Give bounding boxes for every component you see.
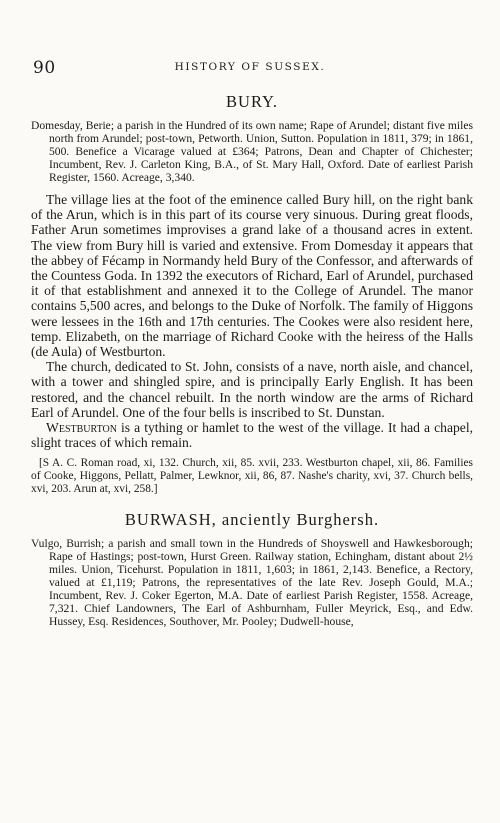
page-number: 90 xyxy=(33,58,56,78)
bury-references: [S A. C. Roman road, xi, 132. Church, xii, 85. xvii, 233. Westburton chapel, xii, 86. Families of Cooke, Higgons, Pellatt, Palmer, Lewknor, xii, 86, 87. Nashe's charity, xvi, 37. Church bells, xvi, 203. Arun at, xvi, 258.] xyxy=(31,457,473,496)
bury-details: Domesday, Berie; a parish in the Hundred of its own name; Rape of Arundel; distant five miles north from Arundel; post-town, Petworth. Union, Sutton. Population in 1811, 379; in 1861, 500. Benefice a Vicarage valued at £364; Patrons, Dean and Chapter of Chichester; Incumbent, Rev. J. Carleton King, B.A., of St. Mary Hall, Oxford. Date of earliest Parish Register, 1560. Acreage, 3,340. xyxy=(31,119,473,184)
page-content xyxy=(31,92,473,628)
bury-paragraph-village: The village lies at the foot of the eminence called Bury hill, on the right bank of the Arun, which is in this part of its course very sinuous. During great floods, Father Arun sometimes improvises a grand lake of a thousand acres in extent. The view from Bury hill is varied and extensive. From Domesday it appears that the abbey of Fécamp in Normandy held Bury of the Confessor, and afterwards of the Countess Goda. In 1392 the executors of Richard, Earl of Arundel, purchased it of that establishment and annexed it to the College of Arundel. The manor contains 5,500 acres, and belongs to the Duke of Norfolk. The family of Higgons were lessees in the 16th and 17th centuries. The Cookes were also resident here, temp. Elizabeth, on the marriage of Richard Cooke with the heiress of the Halls (de Aula) of Westburton. xyxy=(31,192,473,360)
entry-title-bury: BURY. xyxy=(226,92,278,111)
burwash-details: Vulgo, Burrish; a parish and small town in the Hundreds of Shoyswell and Hawkesborough; Rape of Hastings; post-town, Hurst Green. Railway station, Echingham, distant about 2½ miles. Union, Ticehurst. Population in 1811, 1,603; in 1861, 2,143. Benefice, a Rectory, valued at £1,119; Patrons, the representatives of the late Rev. Joseph Gould, M.A.; Incumbent, Rev. J. Coker Egerton, M.A. Date of earliest Parish Register, 1558. Acreage, 7,321. Chief Landowners, The Earl of Ashburnham, Fuller Meyrick, Esq., and Edw. Hussey, Esq. Residences, Southover, Mr. Pooley; Dudwell-house, xyxy=(31,537,473,629)
westburton-lead: Westburton xyxy=(46,420,117,436)
running-title: HISTORY OF SUSSEX. xyxy=(174,61,326,73)
westburton-text: is a tything or hamlet to the west of the village. It had a chapel, slight traces of which remain. xyxy=(31,420,473,451)
entry-title-burwash: BURWASH, anciently Burghersh. xyxy=(124,510,380,530)
running-head xyxy=(31,58,469,78)
bury-paragraph-westburton xyxy=(31,420,473,450)
bury-paragraph-church: The church, dedicated to St. John, consists of a nave, north aisle, and chancel, with a tower and shingled spire, and is principally Early English. It has been restored, and the chancel rebuilt. In the north window are the arms of Richard Earl of Arundel. One of the four bells is inscribed to St. Dunstan. xyxy=(31,359,473,420)
